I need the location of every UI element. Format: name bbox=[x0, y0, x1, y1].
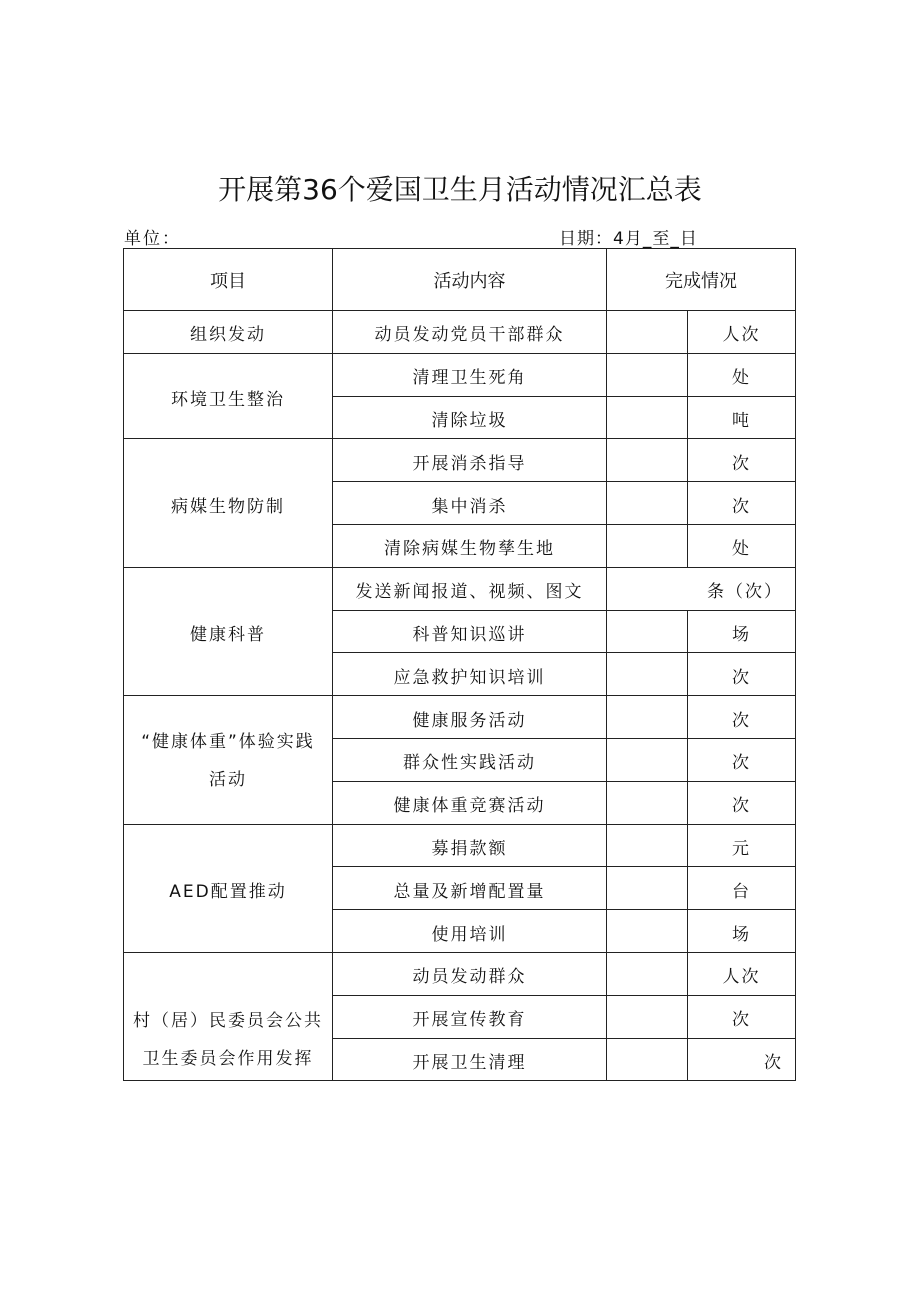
table-header-row bbox=[124, 249, 796, 311]
value-cell[interactable] bbox=[607, 867, 688, 910]
activity-cell: 科普知识巡讲 bbox=[333, 610, 607, 653]
activity-cell: 清除病媒生物孳生地 bbox=[333, 524, 607, 567]
unit-cell: 处 bbox=[688, 524, 796, 567]
header-item: 项目 bbox=[124, 249, 333, 311]
value-cell[interactable] bbox=[607, 910, 688, 953]
table-row bbox=[124, 696, 796, 739]
value-cell[interactable] bbox=[607, 353, 688, 396]
value-cell[interactable] bbox=[607, 653, 688, 696]
table-row bbox=[124, 311, 796, 354]
category-line: 村（居）民委员会公共 bbox=[133, 1011, 323, 1032]
value-cell[interactable] bbox=[607, 311, 688, 354]
activity-cell: 发送新闻报道、视频、图文 bbox=[333, 567, 607, 610]
activity-cell: 健康服务活动 bbox=[333, 696, 607, 739]
value-cell[interactable] bbox=[607, 824, 688, 867]
unit-cell: 次 bbox=[688, 738, 796, 781]
value-cell[interactable] bbox=[607, 738, 688, 781]
table-row bbox=[124, 353, 796, 396]
activity-cell: 集中消杀 bbox=[333, 482, 607, 525]
category-cell: AED配置推动 bbox=[124, 824, 333, 952]
activity-cell: 募捐款额 bbox=[333, 824, 607, 867]
value-cell[interactable] bbox=[607, 396, 688, 439]
unit-label: 单位： bbox=[124, 229, 181, 249]
category-cell bbox=[124, 952, 333, 1080]
activity-cell: 动员发动群众 bbox=[333, 952, 607, 995]
activity-cell: 动员发动党员干部群众 bbox=[333, 311, 607, 354]
value-cell[interactable] bbox=[607, 995, 688, 1038]
unit-cell: 场 bbox=[688, 910, 796, 953]
unit-cell: 次 bbox=[688, 995, 796, 1038]
activity-cell: 开展宣传教育 bbox=[333, 995, 607, 1038]
unit-cell: 处 bbox=[688, 353, 796, 396]
activity-cell: 开展消杀指导 bbox=[333, 439, 607, 482]
value-cell[interactable] bbox=[607, 439, 688, 482]
table-row bbox=[124, 952, 796, 995]
date-label: 日期：4月_至_日 bbox=[559, 229, 698, 249]
category-cell bbox=[124, 696, 333, 824]
page-title: 开展第36个爱国卫生月活动情况汇总表 bbox=[218, 173, 702, 206]
value-cell[interactable] bbox=[607, 952, 688, 995]
activity-cell: 群众性实践活动 bbox=[333, 738, 607, 781]
header-content: 活动内容 bbox=[333, 249, 607, 311]
category-line: 卫生委员会作用发挥 bbox=[142, 1049, 314, 1070]
unit-cell: 次 bbox=[688, 696, 796, 739]
value-cell[interactable] bbox=[607, 1038, 688, 1081]
table-row bbox=[124, 824, 796, 867]
category-line: 活动 bbox=[209, 769, 247, 790]
category-cell: 环境卫生整治 bbox=[124, 353, 333, 439]
value-cell[interactable] bbox=[607, 524, 688, 567]
unit-cell: 场 bbox=[688, 610, 796, 653]
unit-cell: 次 bbox=[688, 653, 796, 696]
category-line: “健康体重”体验实践 bbox=[141, 731, 315, 752]
unit-cell: 台 bbox=[688, 867, 796, 910]
unit-cell: 吨 bbox=[688, 396, 796, 439]
activity-cell: 清理卫生死角 bbox=[333, 353, 607, 396]
unit-cell: 人次 bbox=[688, 952, 796, 995]
activity-cell: 健康体重竞赛活动 bbox=[333, 781, 607, 824]
unit-cell: 次 bbox=[688, 439, 796, 482]
activity-cell: 开展卫生清理 bbox=[333, 1038, 607, 1081]
unit-cell: 次 bbox=[688, 482, 796, 525]
value-cell[interactable] bbox=[607, 781, 688, 824]
unit-cell: 元 bbox=[688, 824, 796, 867]
value-cell[interactable] bbox=[607, 482, 688, 525]
value-cell[interactable] bbox=[607, 610, 688, 653]
table-row bbox=[124, 567, 796, 610]
category-cell: 组织发动 bbox=[124, 311, 333, 354]
unit-cell: 条（次） bbox=[607, 567, 796, 610]
category-cell: 健康科普 bbox=[124, 567, 333, 695]
value-cell[interactable] bbox=[607, 696, 688, 739]
activity-cell: 总量及新增配置量 bbox=[333, 867, 607, 910]
unit-cell: 次 bbox=[688, 1038, 796, 1081]
activity-cell: 使用培训 bbox=[333, 910, 607, 953]
summary-table bbox=[123, 248, 796, 1081]
activity-cell: 清除垃圾 bbox=[333, 396, 607, 439]
activity-cell: 应急救护知识培训 bbox=[333, 653, 607, 696]
table-row bbox=[124, 439, 796, 482]
unit-cell: 人次 bbox=[688, 311, 796, 354]
category-cell: 病媒生物防制 bbox=[124, 439, 333, 567]
unit-cell: 次 bbox=[688, 781, 796, 824]
header-status: 完成情况 bbox=[607, 249, 796, 311]
